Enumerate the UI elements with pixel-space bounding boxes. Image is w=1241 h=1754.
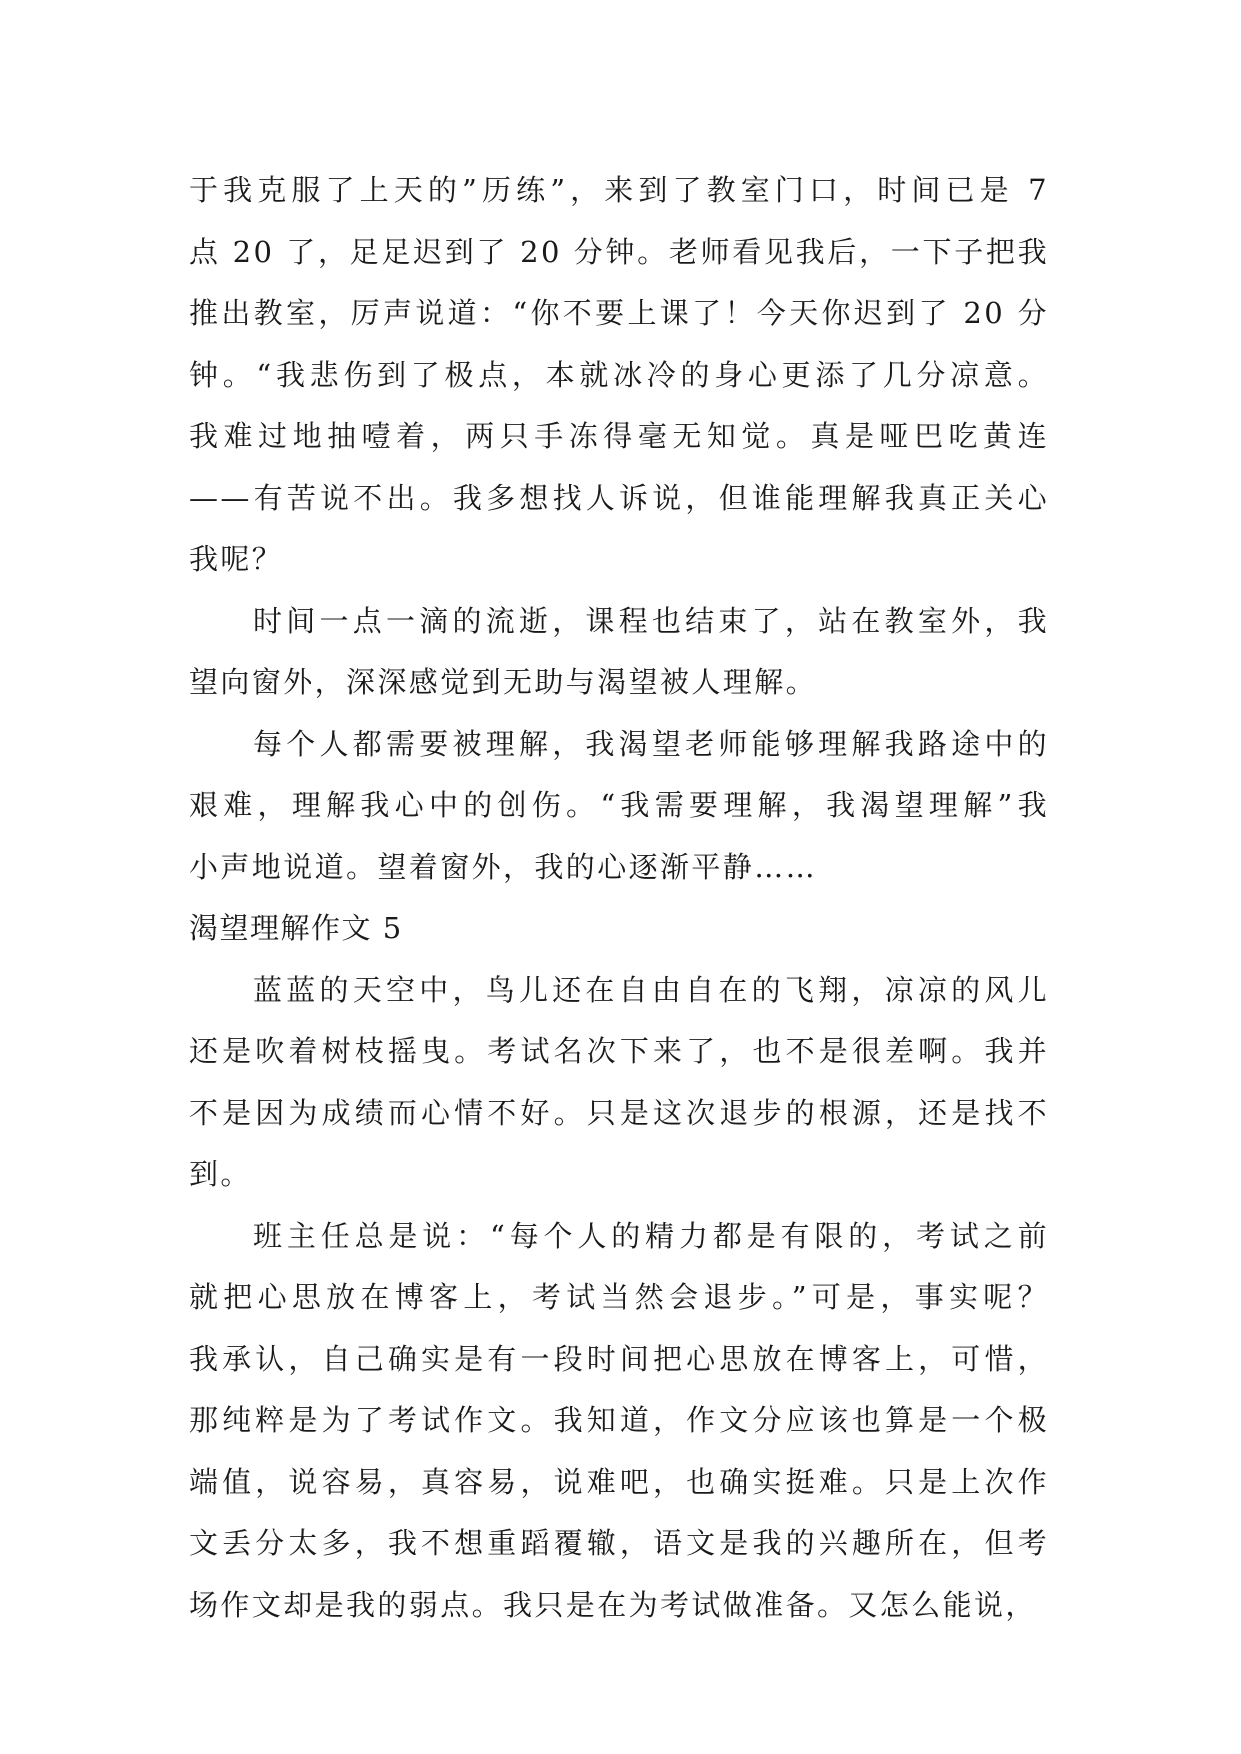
paragraph <box>189 714 1049 899</box>
section-heading <box>189 898 1049 960</box>
paragraph <box>189 591 1049 714</box>
paragraph <box>189 160 1049 591</box>
text-line: 我呢？ <box>189 542 284 576</box>
text-line: 我承认，自己确实是有一段时间把心思放在博客上，可惜， <box>189 1341 1049 1376</box>
text-line: 蓝蓝的天空中，鸟儿还在自由自在的飞翔，凉凉的风儿 <box>253 972 1049 1007</box>
text-line: 班主任总是说：“每个人的精力都是有限的，考试之前 <box>253 1218 1049 1253</box>
text-line: 不是因为成绩而心情不好。只是这次退步的根源，还是找不 <box>189 1095 1049 1130</box>
heading-text: 渴望理解作文 5 <box>189 911 403 945</box>
text-line: 于我克服了上天的”历练”，来到了教室门口，时间已是 7 <box>189 173 1049 207</box>
text-line: ——有苦说不出。我多想找人诉说，但谁能理解我真正关心 <box>189 480 1049 515</box>
text-line: 小声地说道。望着窗外，我的心逐渐平静…… <box>189 849 818 884</box>
text-line: 每个人都需要被理解，我渴望老师能够理解我路途中的 <box>253 726 1049 761</box>
text-line: 还是吹着树枝摇曳。考试名次下来了，也不是很差啊。我并 <box>189 1034 1049 1068</box>
text-line: 我难过地抽噎着，两只手冻得毫无知觉。真是哑巴吃黄连 <box>189 419 1049 453</box>
text-line: 点 20 了，足足迟到了 20 分钟。老师看见我后，一下子把我 <box>189 234 1049 269</box>
paragraph <box>189 1206 1049 1637</box>
text-line: 时间一点一滴的流逝，课程也结束了，站在教室外，我 <box>253 603 1049 638</box>
text-line: 钟。“我悲伤到了极点，本就冰冷的身心更添了几分凉意。 <box>189 357 1049 392</box>
text-line: 就把心思放在博客上，考试当然会退步。”可是，事实呢？ <box>189 1280 1049 1314</box>
text-line: 那纯粹是为了考试作文。我知道，作文分应该也算是一个极 <box>189 1403 1049 1437</box>
text-line: 推出教室，厉声说道：“你不要上课了！今天你迟到了 20 分 <box>189 296 1049 330</box>
text-line: 文丢分太多，我不想重蹈覆辙，语文是我的兴趣所在，但考 <box>189 1526 1049 1560</box>
text-line: 场作文却是我的弱点。我只是在为考试做准备。又怎么能说， <box>189 1587 1037 1622</box>
text-line: 到。 <box>189 1157 252 1191</box>
text-line: 端值，说容易，真容易，说难吧，也确实挺难。只是上次作 <box>189 1464 1049 1499</box>
paragraph <box>189 960 1049 1206</box>
text-line: 艰难，理解我心中的创伤。“我需要理解，我渴望理解”我 <box>189 788 1049 822</box>
document-body <box>189 160 1049 1636</box>
text-line: 望向窗外，深深感觉到无助与渴望被人理解。 <box>189 665 818 699</box>
